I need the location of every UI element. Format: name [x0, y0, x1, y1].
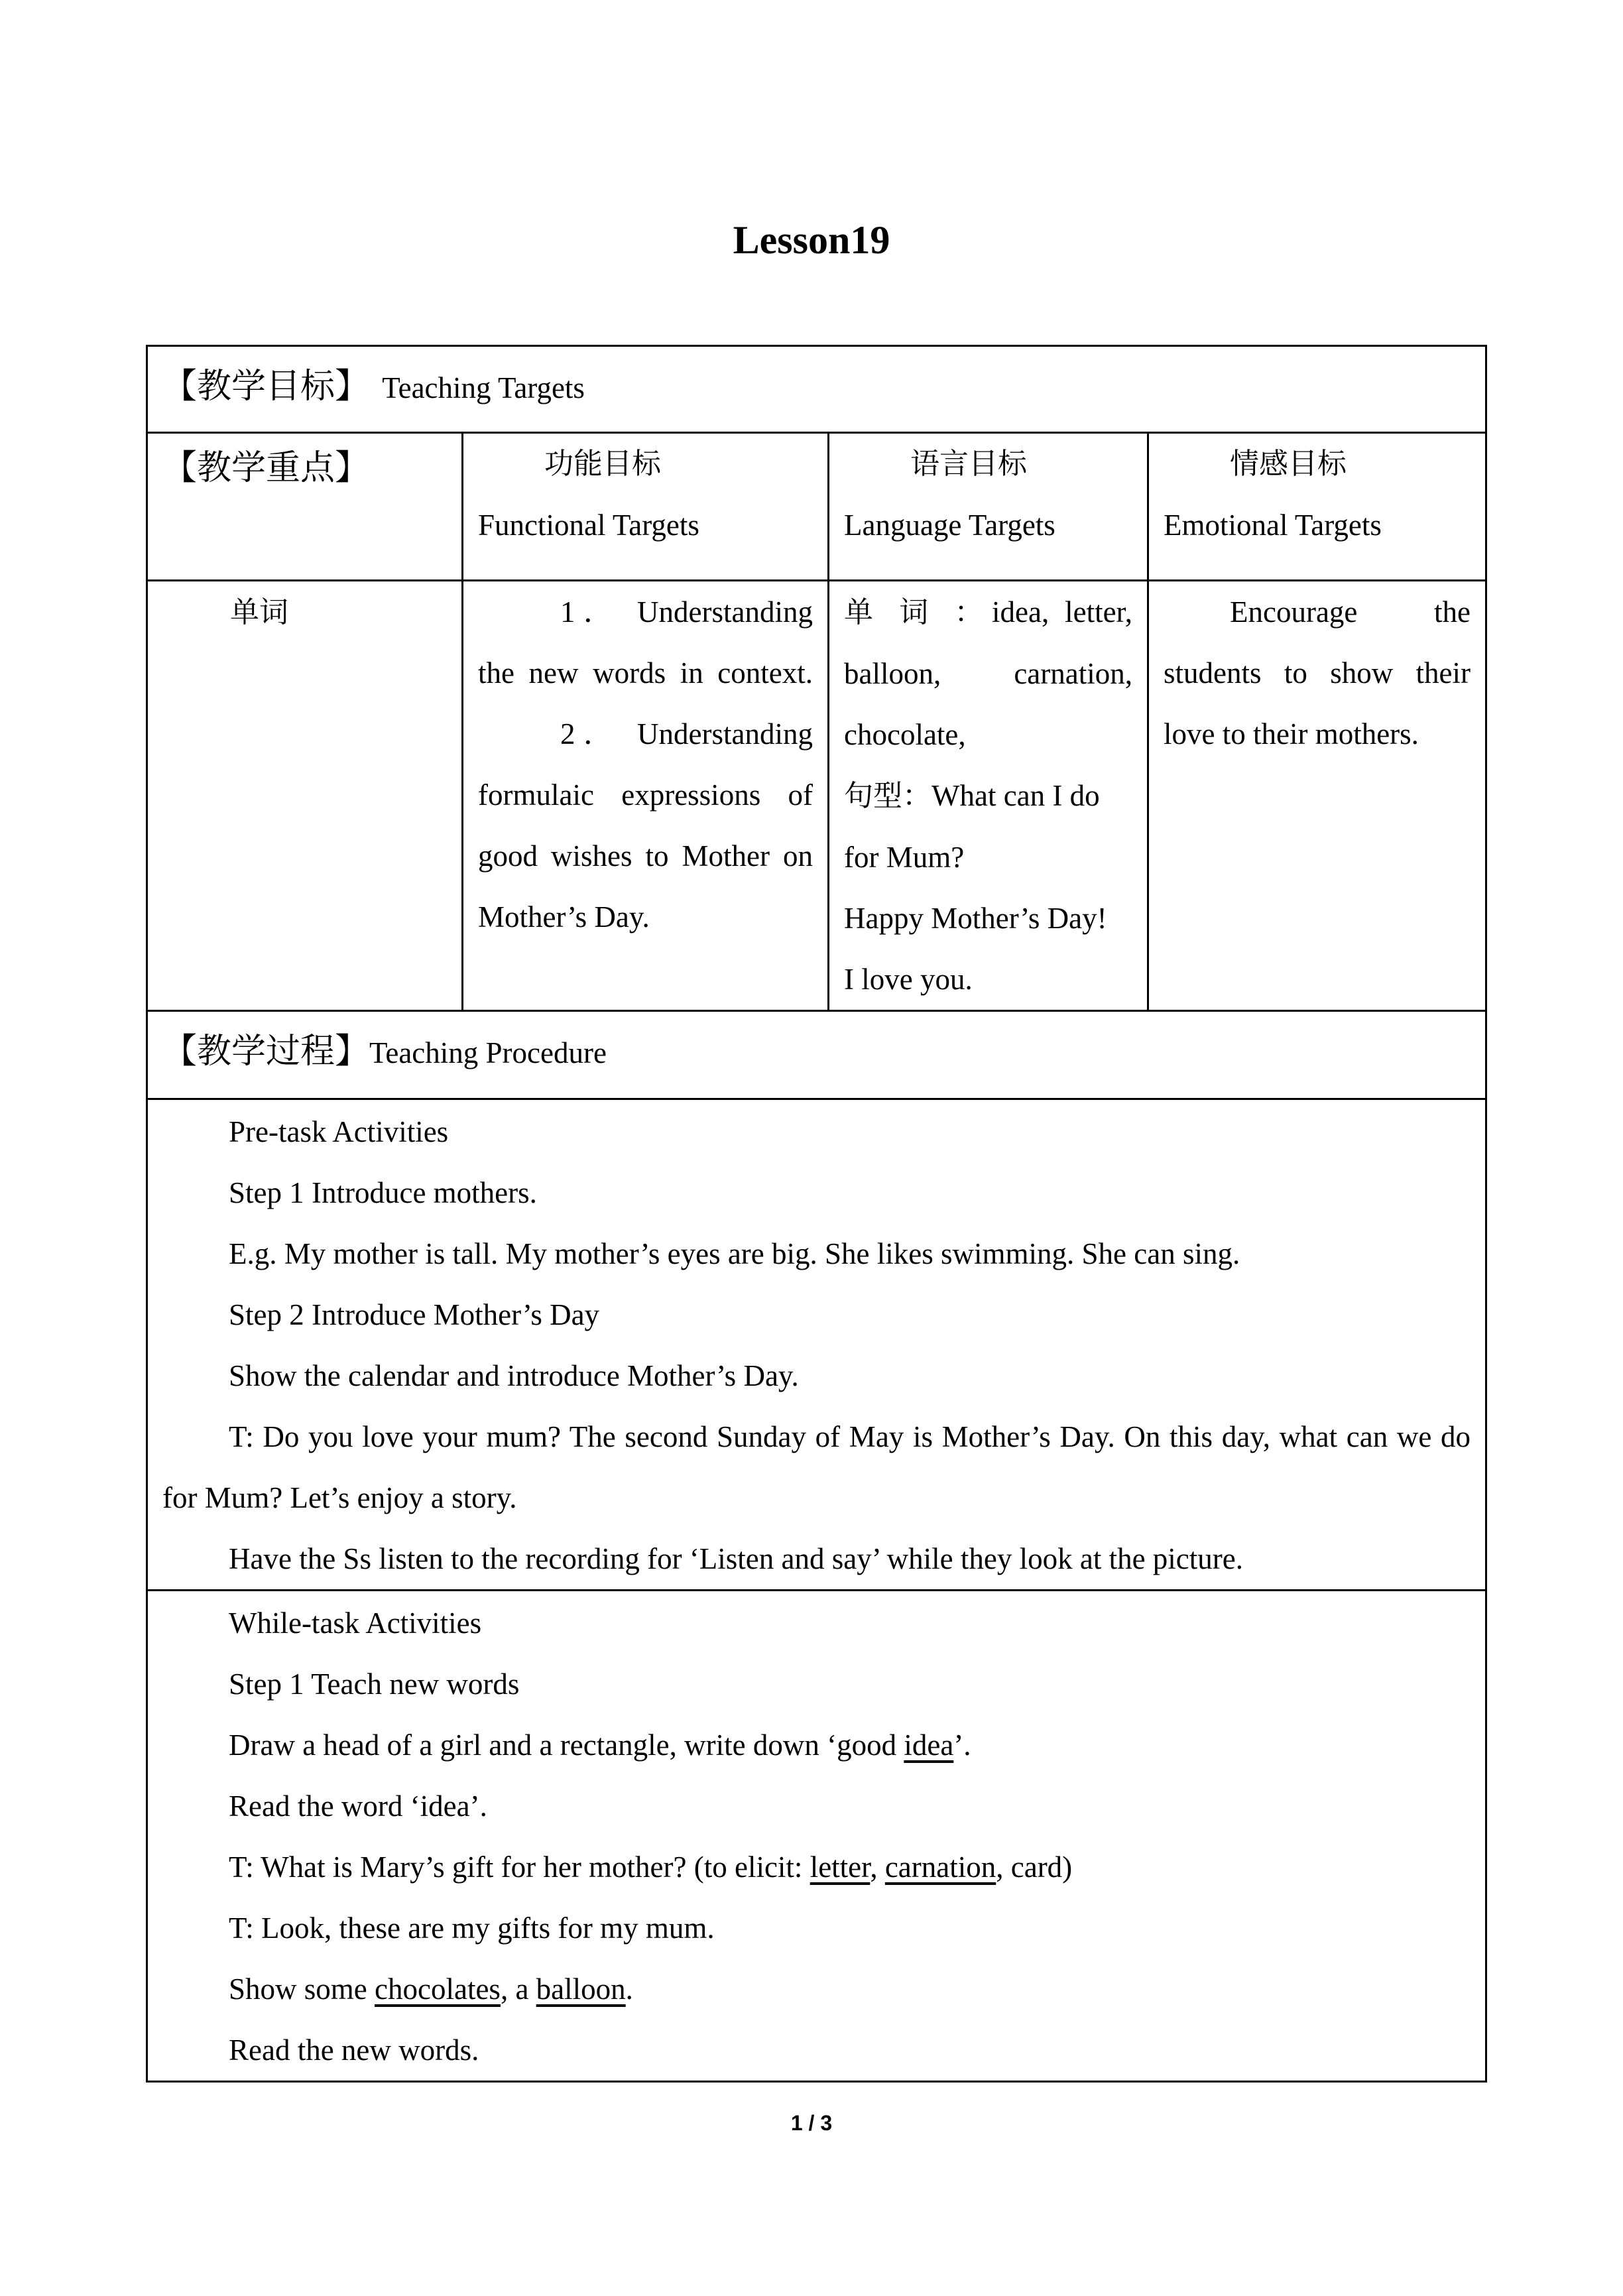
- row-label-words: 单词: [230, 595, 288, 629]
- underlined-word: carnation: [884, 1850, 996, 1884]
- pre-task-teacher-talk: T: Do you love your mum? The second Sunday of May is Mother’s Day. On this day, what can we do for Mum? Let’s enjoy a story.: [162, 1420, 1471, 1514]
- key-points-label: 【教学重点】: [162, 448, 370, 488]
- language-line-4: I love you.: [844, 963, 973, 996]
- emotional-text: Encourage the students to show their love to their mothers.: [1164, 595, 1471, 751]
- procedure-header-en: Teaching Procedure: [369, 1036, 607, 1069]
- pre-task-listen: Have the Ss listen to the recording for ‘Listen and say’ while they look at the picture.: [229, 1542, 1243, 1575]
- item-text: Understanding formulaic expressions of good wishes to Mother on Mother’s Day.: [478, 717, 813, 934]
- targets-header-cn: 【教学目标】: [162, 367, 370, 406]
- item-number: 1．: [560, 595, 622, 629]
- pre-task-heading: Pre-task Activities: [229, 1115, 449, 1148]
- text: T: What is Mary’s gift for her mother? (to elicit:: [229, 1850, 810, 1884]
- language-line-3: Happy Mother’s Day!: [844, 902, 1107, 935]
- while-task-read-new: Read the new words.: [229, 2033, 479, 2067]
- targets-header-en: Teaching Targets: [382, 371, 585, 404]
- underlined-word: idea: [904, 1728, 954, 1762]
- targets-content-row: [147, 581, 1486, 1011]
- while-task-heading: While-task Activities: [229, 1606, 482, 1640]
- functional-item-1: [478, 581, 813, 703]
- underlined-word: balloon: [536, 1972, 626, 2006]
- text: , card): [996, 1850, 1073, 1884]
- words-label: 单 词 ：: [844, 595, 992, 629]
- language-col-en: Language Targets: [844, 509, 1055, 542]
- procedure-header-row: [147, 1011, 1486, 1099]
- pre-task-step-2: Step 2 Introduce Mother’s Day: [229, 1298, 600, 1331]
- language-pattern: [844, 765, 1132, 888]
- while-task-look: T: Look, these are my gifts for my mum.: [229, 1911, 715, 1945]
- text: Show some: [229, 1972, 375, 2006]
- columns-header-row: [147, 433, 1486, 581]
- emotional-col-en: Emotional Targets: [1164, 509, 1382, 542]
- page-number: 1 / 3: [790, 2111, 833, 2135]
- functional-col-en: Functional Targets: [478, 509, 699, 542]
- page-title: Lesson19: [733, 218, 890, 262]
- pattern-text: What can I do for Mum?: [844, 779, 1100, 874]
- text: ’.: [953, 1728, 971, 1762]
- item-number: 2．: [560, 717, 622, 751]
- text: .: [625, 1972, 633, 2006]
- while-task-step-1: Step 1 Teach new words: [229, 1667, 520, 1701]
- text: , a: [500, 1972, 536, 2006]
- text: Draw a head of a girl and a rectangle, write down ‘good: [229, 1728, 904, 1762]
- pre-task-show-calendar: Show the calendar and introduce Mother’s Day.: [229, 1359, 799, 1392]
- text: ,: [870, 1850, 885, 1884]
- procedure-header-cn: 【教学过程】: [162, 1032, 370, 1071]
- words-list: idea, letter, balloon, carnation, chocolate,: [844, 595, 1132, 751]
- while-task-show: [162, 1959, 1471, 2020]
- while-task-draw: [162, 1715, 1471, 1776]
- functional-item-2: [478, 703, 813, 947]
- emotional-col-cn: 情感目标: [1230, 447, 1347, 481]
- functional-col-cn: 功能目标: [544, 447, 661, 481]
- pre-task-row: [147, 1099, 1486, 1591]
- while-task-read-word: Read the word ‘idea’.: [229, 1789, 487, 1823]
- pattern-label: 句型：: [844, 779, 932, 813]
- lesson-plan-table: [146, 345, 1487, 2083]
- pre-task-example: E.g. My mother is tall. My mother’s eyes are big. She likes swimming. She can sing.: [229, 1237, 1240, 1270]
- while-task-gift-question: [162, 1837, 1471, 1898]
- language-col-cn: 语言目标: [910, 447, 1027, 481]
- underlined-word: letter: [810, 1850, 871, 1884]
- underlined-word: chocolates: [375, 1972, 501, 2006]
- targets-header-row: [147, 346, 1486, 433]
- pre-task-step-1: Step 1 Introduce mothers.: [229, 1176, 537, 1209]
- while-task-row: [147, 1591, 1486, 2082]
- language-words: [844, 581, 1132, 765]
- item-text: Understanding the new words in context.: [478, 595, 813, 690]
